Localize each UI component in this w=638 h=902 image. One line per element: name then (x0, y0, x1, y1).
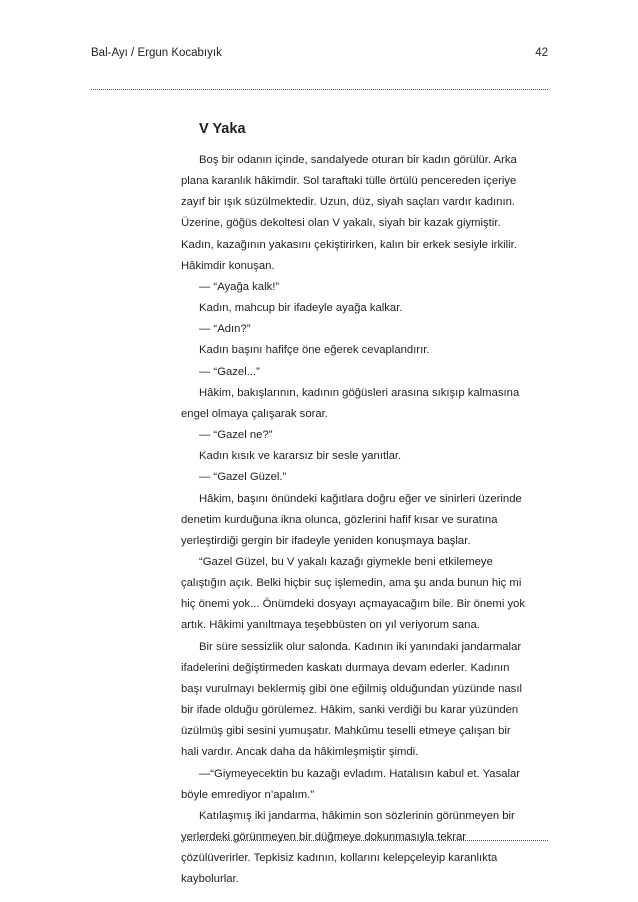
text-line: hiç önemi yok... Önümdeki dosyayı açmayacağım bile. Bir önemi yok (181, 598, 526, 611)
text-line: — “Gazel...” (199, 365, 260, 378)
text-line: Boş bir odanın içinde, sandalyede oturan bir kadın görülür. Arka (199, 154, 517, 166)
text-line: ifadelerini değiştirmeden kaskatı durmaya devam ederler. Kadının (181, 661, 510, 674)
chapter-body (181, 150, 549, 890)
text-line: böyle emrediyor n’apalım.” (181, 788, 315, 801)
page-number: 42 (535, 47, 548, 59)
text-line: Kadın başını hafifçe öne eğerek cevaplandırır. (199, 344, 430, 357)
text-line: Kadın, kazağının yakasını çekiştirirken, kalın bir erkek sesiyle irkilir. (181, 238, 517, 251)
running-title: Bal-Ayı / Ergun Kocabıyık (91, 47, 222, 59)
text-line: “Gazel Güzel, bu V yakalı kazağı giymekle beni etkilemeye (199, 555, 493, 568)
text-line: bir ifade olduğu görülemez. Hâkim, sanki verdiği bu karar yüzünden (181, 704, 519, 717)
footer-divider (181, 840, 548, 841)
text-line: yerleştirdiği gergin bir ifadeyle yeniden konuşmaya başlar. (181, 534, 471, 547)
text-line: Katılaşmış iki jandarma, hâkimin son sözlerinin görünmeyen bir (199, 809, 515, 822)
text-line: zayıf bir ışık süzülmektedir. Uzun, düz, siyah saçları vardır kadının. (181, 196, 516, 209)
header-divider (91, 89, 548, 90)
text-line: — “Adın?” (199, 323, 251, 336)
text-line: — “Ayağa kalk!” (199, 280, 280, 293)
text-line: — “Gazel Güzel.” (199, 471, 287, 484)
text-line: artık. Hâkimi yanıltmaya teşebbüsten on yıl veriyorum sana. (181, 619, 480, 632)
text-line: engel olmaya çalışarak sorar. (181, 407, 328, 420)
text-line: üzülmüş gibi sesini yumuşatır. Mahkûmu teselli etmeye çalışan bir (181, 725, 511, 738)
text-line: Hâkim, bakışlarının, kadının göğüsleri arasına sıkışıp kalmasına (199, 386, 520, 399)
text-line: Hâkim, başını önündeki kağıtlara doğru eğer ve sinirleri üzerinde (199, 492, 522, 505)
text-line: Üzerine, göğüs dekoltesi olan V yakalı, siyah bir kazak giymiştir. (181, 217, 501, 230)
text-line: yerlerdeki görünmeyen bir düğmeye dokunmasıyla tekrar (181, 831, 467, 843)
text-line: çalıştığın açık. Belki hiçbir suç işlemedin, ama şu anda bunun hiç mi (181, 577, 522, 590)
text-line: Kadın, mahcup bir ifadeyle ayağa kalkar. (199, 302, 403, 315)
text-line: Hâkimdir konuşan. (181, 259, 275, 272)
text-line: — “Gazel ne?” (199, 429, 273, 442)
text-line: plana karanlık hâkimdir. Sol taraftaki tülle örtülü pencereden içeriye (181, 175, 517, 188)
text-line: başı vurulmayı beklermiş gibi öne eğilmiş olduğundan yüzünde nasıl (181, 682, 522, 695)
text-line: —“Giymeyecektin bu kazağı evladım. Hatalısın kabul et. Yasalar (199, 767, 521, 780)
text-line: çözülüverirler. Tepkisiz kadının, kollarını kelepçeleyip karanlıkta (181, 852, 498, 865)
text-line: Kadın kısık ve kararsız bir sesle yanıtlar. (199, 450, 402, 463)
text-line: kaybolurlar. (181, 873, 239, 886)
chapter-title: V Yaka (199, 121, 246, 137)
text-line: Bir süre sessizlik olur salonda. Kadının iki yanındaki jandarmalar (199, 640, 522, 653)
text-line: hali vardır. Ancak daha da hâkimleşmiştir şimdi. (181, 746, 419, 759)
text-line: denetim kurduğuna ikna olunca, gözlerini hafif kısar ve suratına (181, 513, 498, 526)
